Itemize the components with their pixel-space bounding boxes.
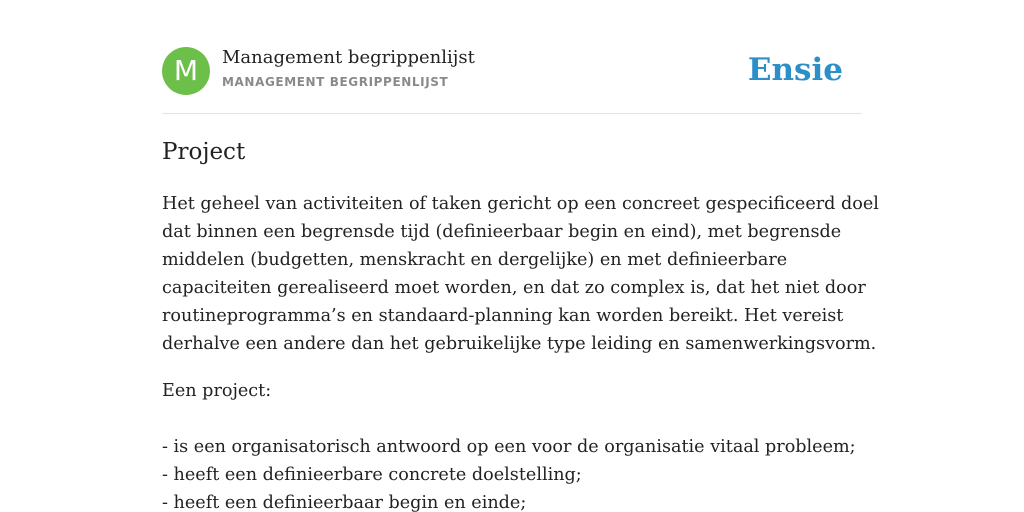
definition: [162, 190, 879, 512]
definition-line: middelen (budgetten, menskracht en dergelijke) en met definieerbare: [162, 250, 788, 270]
definition-list-paragraph: [162, 377, 862, 512]
list-item: - heeft een definieerbare concrete doelstelling;: [162, 465, 582, 485]
ensie-logo[interactable]: Ensie: [747, 52, 843, 88]
definition-line: derhalve een andere dan het gebruikelijke type leiding en samenwerkingsvorm.: [162, 334, 877, 354]
definition-line: capaciteiten gerealiseerd moet worden, en dat zo complex is, dat het niet door: [162, 278, 866, 298]
definition-line: dat binnen een begrensde tijd (definieerbaar begin en eind), met begrensde: [162, 222, 842, 242]
avatar[interactable]: M: [162, 47, 210, 95]
term-title: Project: [162, 139, 246, 165]
definition-line: Het geheel van activiteiten of taken gericht op een concreet gespecificeerd doel: [162, 194, 879, 214]
list-intro: Een project:: [162, 381, 272, 401]
list-item: - is een organisatorisch antwoord op een voor de organisatie vitaal probleem;: [162, 437, 856, 457]
definition-line: routineprogramma’s en standaard-planning kan worden bereikt. Het vereist: [162, 306, 844, 326]
header: [162, 46, 862, 96]
list-subtitle: MANAGEMENT BEGRIPPENLIJST: [222, 75, 449, 89]
definition-paragraph: [162, 190, 879, 358]
list-title[interactable]: Management begrippenlijst: [222, 47, 475, 68]
list-item: - heeft een definieerbaar begin en einde;: [162, 493, 527, 512]
blank-line: [162, 405, 862, 433]
header-divider: [162, 113, 862, 114]
